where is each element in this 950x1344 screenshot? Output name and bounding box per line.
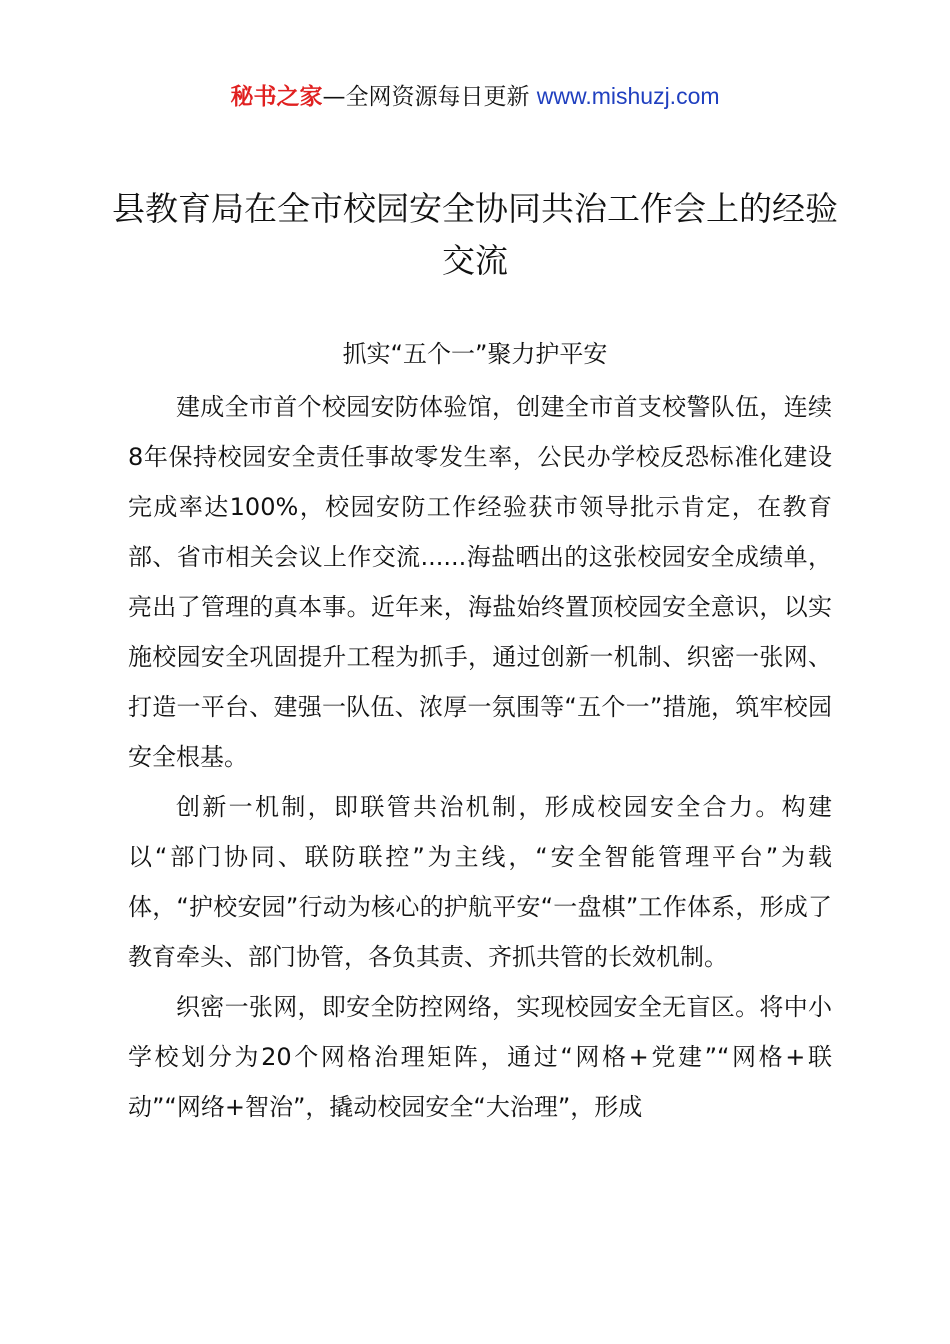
site-header — [0, 78, 950, 115]
paragraph-3: 织密一张网，即安全防控网络，实现校园安全无盲区。将中小学校划分为20个网格治理矩阵，通过“网格+党建”“网格+联动”“网络+智治”，撬动校园安全“大治理”，形成 — [128, 993, 832, 1121]
document-subtitle: 抓实“五个一”聚力护平安 — [342, 340, 608, 368]
header-tagline: —全网资源每日更新 — [322, 84, 530, 110]
document-body — [128, 382, 832, 1132]
document-title: 县教育局在全市校园安全协同共治工作会上的经验交流 — [112, 189, 838, 280]
paragraph-2: 创新一机制，即联管共治机制，形成校园安全合力。构建以“部门协同、联防联控”为主线，“安全智能管理平台”为载体，“护校安园”行动为核心的护航平安“一盘棋”工作体系，形成了教育牵头、部门协管，各负其责、齐抓共管的长效机制。 — [128, 793, 832, 971]
site-url-link[interactable]: www.mishuzj.com — [536, 83, 720, 109]
paragraph-1: 建成全市首个校园安防体验馆，创建全市首支校警队伍，连续8年保持校园安全责任事故零发生率，公民办学校反恐标准化建设完成率达100%，校园安防工作经验获市领导批示肯定，在教育部、省市相关会议上作交流......海盐晒出的这张校园安全成绩单，亮出了管理的真本事。近年来，海盐始终置顶校园安全意识，以实施校园安全巩固提升工程为抓手，通过创新一机制、织密一张网、打造一平台、建强一队伍、浓厚一氛围等“五个一”措施，筑牢校园安全根基。 — [128, 393, 832, 771]
brand-name: 秘书之家 — [230, 84, 323, 110]
